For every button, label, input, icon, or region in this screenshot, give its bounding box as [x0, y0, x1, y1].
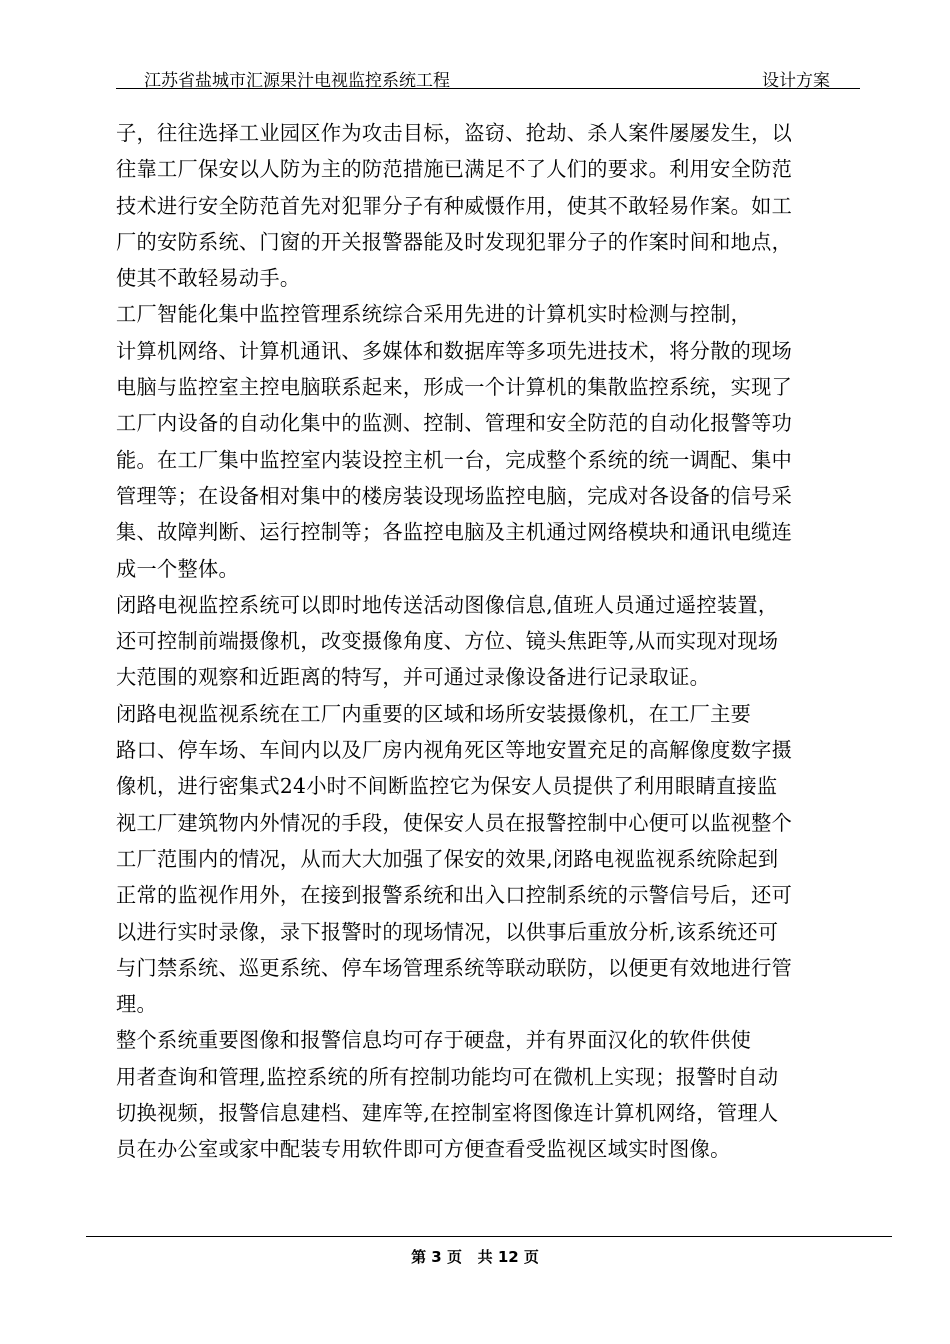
text-line: 能。在工厂集中监控室内装设控主机一台，完成整个系统的统一调配、集中 [116, 447, 793, 472]
text-line: 使其不敢轻易动手。 [116, 266, 301, 291]
text-line: 工厂范围内的情况，从而大大加强了保安的效果,闭路电视监视系统除起到 [116, 846, 779, 871]
text-line: 切换视频，报警信息建档、建库等,在控制室将图像连计算机网络，管理人 [116, 1101, 779, 1126]
page-number: 第 3 页 共 12 页 [411, 1248, 539, 1266]
text-line: 工厂内设备的自动化集中的监测、控制、管理和安全防范的自动化报警等功 [116, 411, 793, 436]
text-line: 还可控制前端摄像机，改变摄像角度、方位、镜头焦距等,从而实现对现场 [116, 629, 779, 654]
text-line: 厂的安防系统、门窗的开关报警器能及时发现犯罪分子的作案时间和地点， [116, 229, 793, 254]
text-line: 集、故障判断、运行控制等；各监控电脑及主机通过网络模块和通讯电缆连 [116, 520, 793, 545]
text-line: 工厂智能化集中监控管理系统综合采用先进的计算机实时检测与控制， [116, 302, 752, 327]
text-line: 整个系统重要图像和报警信息均可存于硬盘，并有界面汉化的软件供使 [116, 1028, 752, 1053]
text-line: 往靠工厂保安以人防为主的防范措施已满足不了人们的要求。利用安全防范 [116, 157, 793, 182]
text-line: 与门禁系统、巡更系统、停车场管理系统等联动联防，以便更有效地进行管 [116, 955, 793, 980]
text-line: 员在办公室或家中配装专用软件即可方便查看受监视区域实时图像。 [116, 1137, 731, 1162]
body-text [116, 115, 866, 1168]
document-title: 江苏省盐城市汇源果汁电视监控系统工程 [144, 71, 450, 91]
text-line: 管理等；在设备相对集中的楼房装设现场监控电脑，完成对各设备的信号采 [116, 483, 793, 508]
text-line: 闭路电视监视系统在工厂内重要的区域和场所安装摄像机，在工厂主要 [116, 701, 752, 726]
document-section: 设计方案 [762, 71, 830, 91]
text-line: 正常的监视作用外，在接到报警系统和出入口控制系统的示警信号后，还可 [116, 883, 793, 908]
footer-divider [86, 1236, 892, 1237]
text-line: 成一个整体。 [116, 556, 239, 581]
text-line: 技术进行安全防范首先对犯罪分子有种威慑作用，使其不敢轻易作案。如工 [116, 193, 793, 218]
text-line: 视工厂建筑物内外情况的手段，使保安人员在报警控制中心便可以监视整个 [116, 810, 793, 835]
text-line: 电脑与监控室主控电脑联系起来，形成一个计算机的集散监控系统，实现了 [116, 375, 793, 400]
text-line: 用者查询和管理,监控系统的所有控制功能均可在微机上实现；报警时自动 [116, 1064, 779, 1089]
text-line: 理。 [116, 992, 157, 1017]
text-line: 像机，进行密集式24小时不间断监控它为保安人员提供了利用眼睛直接监 [116, 774, 778, 799]
text-line: 闭路电视监控系统可以即时地传送活动图像信息,值班人员通过遥控装置， [116, 592, 779, 617]
page-header [116, 62, 860, 89]
text-line: 以进行实时录像，录下报警时的现场情况，以供事后重放分析,该系统还可 [116, 919, 779, 944]
text-line: 子，往往选择工业园区作为攻击目标，盗窃、抢劫、杀人案件屡屡发生，以 [116, 121, 793, 145]
text-line: 大范围的观察和近距离的特写，并可通过录像设备进行记录取证。 [116, 665, 711, 690]
text-line: 计算机网络、计算机通讯、多媒体和数据库等多项先进技术，将分散的现场 [116, 338, 793, 363]
text-line: 路口、停车场、车间内以及厂房内视角死区等地安置充足的高解像度数字摄 [116, 738, 793, 763]
